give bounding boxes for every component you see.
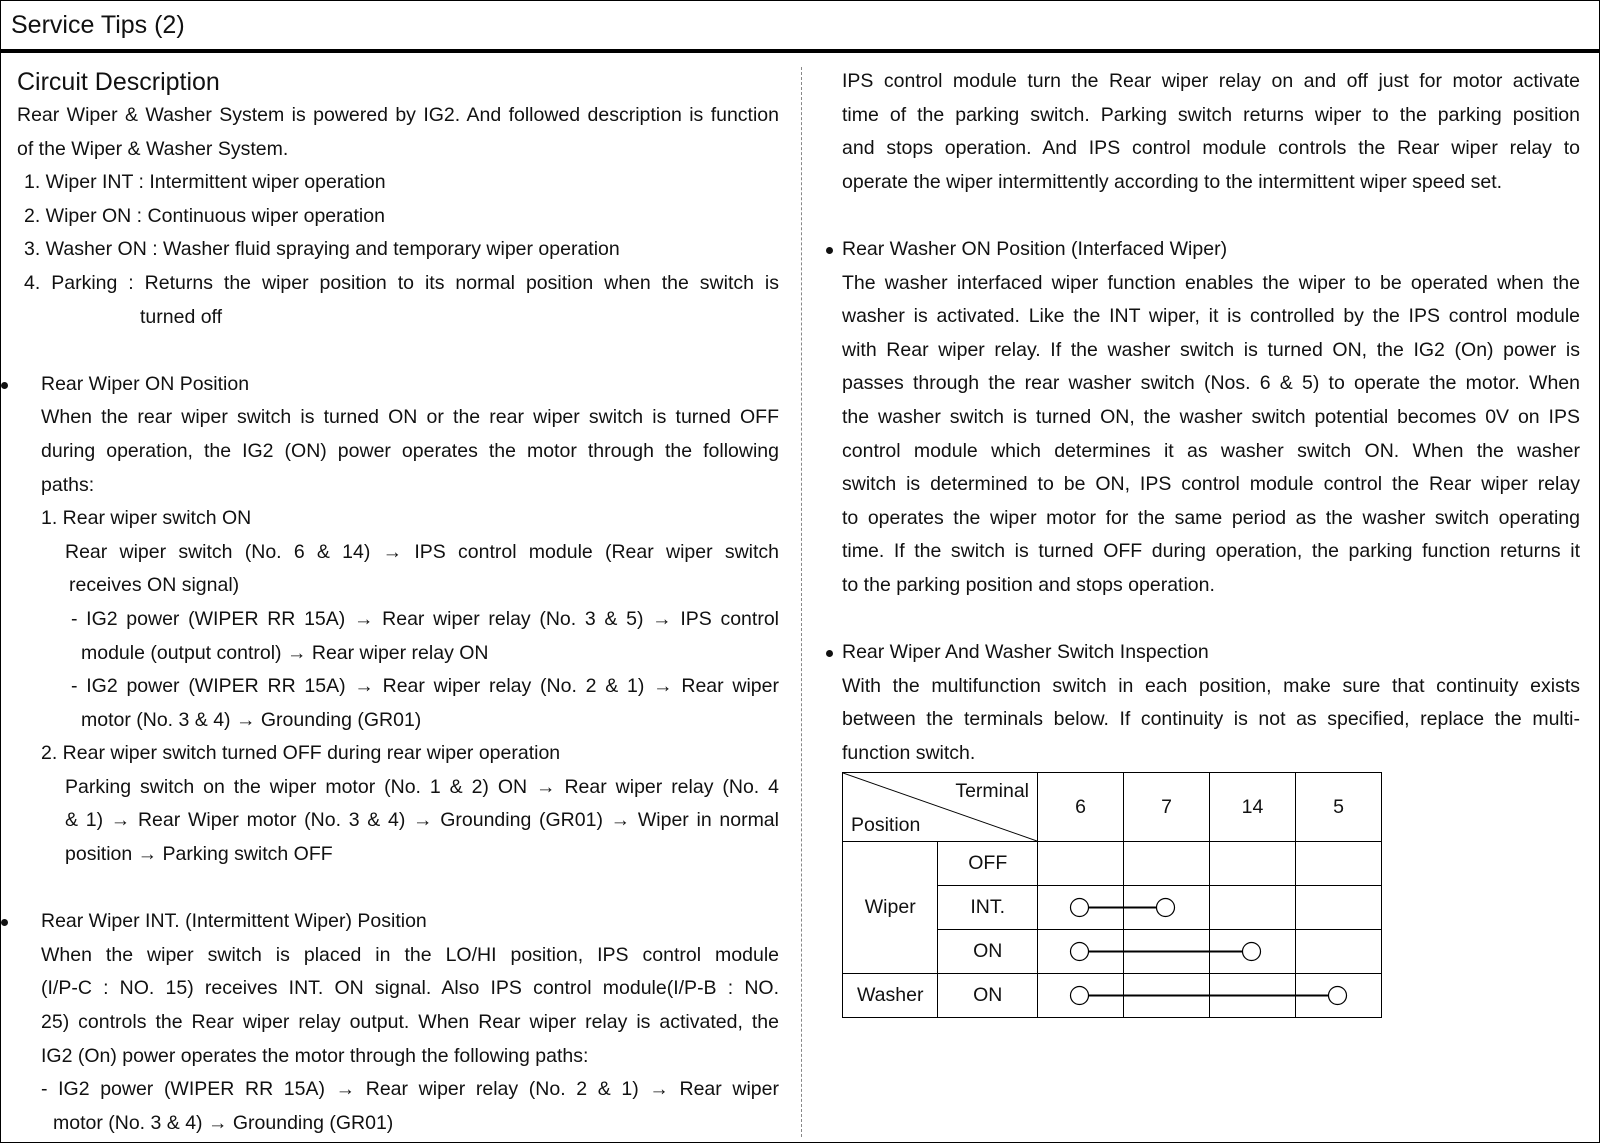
terminal-cell <box>1210 974 1296 1018</box>
wiper-group-label: Wiper <box>843 842 938 974</box>
paragraph-line: time. If the switch is turned OFF during operation, the parking function returns it <box>842 540 1580 563</box>
path-line: Parking switch on the wiper motor (No. 1 & 2) ON → Rear wiper relay (No. 4 <box>65 775 779 798</box>
path-line: - IG2 power (WIPER RR 15A) → Rear wiper relay (No. 2 & 1) → Rear wiper <box>71 675 779 698</box>
terminal-cell <box>1296 930 1382 974</box>
position-label: Position <box>851 814 921 837</box>
paragraph-line: to operates the wiper motor for the same period as the washer switch operating <box>842 506 1580 529</box>
terminal-cell <box>1038 842 1124 886</box>
terminal-cell <box>1296 842 1382 886</box>
terminal-cell <box>1124 842 1210 886</box>
path-line: module (output control) → Rear wiper relay ON <box>81 641 489 664</box>
paragraph-line: during operation, the IG2 (ON) power operates the motor through the following <box>41 439 779 462</box>
subsection-title: 1. Rear wiper switch ON <box>41 507 252 530</box>
paragraph-line: time of the parking switch. Parking switch returns wiper to the parking position <box>842 103 1580 126</box>
terminal-header: 14 <box>1210 773 1296 842</box>
path-line: motor (No. 3 & 4) → Grounding (GR01) <box>81 708 422 731</box>
paragraph-line: between the terminals below. If continuity is not as specified, replace the multi- <box>842 708 1580 731</box>
paragraph-line: When the wiper switch is placed in the LO/HI position, IPS control module <box>41 943 779 966</box>
function-list-item: 1. Wiper INT : Intermittent wiper operation <box>24 171 386 194</box>
left-column <box>17 53 779 1140</box>
terminal-cell <box>1210 930 1296 974</box>
paragraph-line: (I/P-C : NO. 15) receives INT. ON signal. Also IPS control module(I/P-B : NO. <box>41 977 779 1000</box>
position-cell: OFF <box>938 842 1038 886</box>
right-column <box>842 53 1580 1018</box>
path-line: - IG2 power (WIPER RR 15A) → Rear wiper relay (No. 2 & 1) → Rear wiper <box>41 1078 779 1101</box>
terminal-cell <box>1124 930 1210 974</box>
paragraph-line: and stops operation. And IPS control module controls the Rear wiper relay to <box>842 137 1580 160</box>
paragraph-line: washer is activated. Like the INT wiper, it is controlled by the IPS control module <box>842 305 1580 328</box>
section-title-wiper-int: Rear Wiper INT. (Intermittent Wiper) Position <box>17 905 779 939</box>
terminal-cell <box>1210 842 1296 886</box>
paragraph-line: passes through the rear washer switch (Nos. 6 & 5) to operate the motor. When <box>842 372 1580 395</box>
terminal-cell <box>1210 886 1296 930</box>
terminal-cell <box>1038 930 1124 974</box>
continuity-table <box>842 772 1382 1018</box>
function-list-item: 4. Parking : Returns the wiper position to its normal position when the switch is <box>24 271 779 294</box>
paragraph-line: IPS control module turn the Rear wiper relay on and off just for motor activate <box>842 70 1580 92</box>
function-list-item: 3. Washer ON : Washer fluid spraying and temporary wiper operation <box>24 238 620 261</box>
intro-line-2: of the Wiper & Washer System. <box>17 137 289 160</box>
paragraph-line: function switch. <box>842 741 976 764</box>
section-title-wiper-on: Rear Wiper ON Position <box>17 368 779 402</box>
paragraph-line: paths: <box>41 473 95 496</box>
path-line: receives ON signal) <box>69 574 240 597</box>
terminal-header: 7 <box>1124 773 1210 842</box>
terminal-header: 5 <box>1296 773 1382 842</box>
continuity-table-wrap <box>842 772 1382 1018</box>
paragraph-line: IG2 (On) power operates the motor through the following paths: <box>41 1044 589 1067</box>
terminal-header: 6 <box>1038 773 1124 842</box>
circuit-description-heading: Circuit Description <box>17 68 220 96</box>
path-line: position → Parking switch OFF <box>65 843 333 866</box>
paragraph-line: The washer interfaced wiper function enables the wiper to be operated when the <box>842 271 1580 294</box>
section-title-washer-on: Rear Washer ON Position (Interfaced Wiper) <box>842 233 1580 267</box>
terminal-cell <box>1038 886 1124 930</box>
washer-group-label: Washer <box>843 974 938 1018</box>
path-line: motor (No. 3 & 4) → Grounding (GR01) <box>53 1111 394 1134</box>
function-list-item-continuation: turned off <box>140 305 223 328</box>
terminal-cell <box>1124 974 1210 1018</box>
subsection-title: 2. Rear wiper switch turned OFF during rear wiper operation <box>41 742 561 765</box>
terminal-cell <box>1124 886 1210 930</box>
paragraph-line: the washer switch is turned ON, the washer switch potential becomes 0V on IPS <box>842 405 1580 428</box>
terminal-cell <box>1038 974 1124 1018</box>
paragraph-line: When the rear wiper switch is turned ON or the rear wiper switch is turned OFF <box>41 406 779 429</box>
path-line: - IG2 power (WIPER RR 15A) → Rear wiper relay (No. 3 & 5) → IPS control <box>71 607 779 630</box>
page-title: Service Tips (2) <box>1 1 1599 53</box>
paragraph-line: With the multifunction switch in each position, make sure that continuity exists <box>842 674 1580 697</box>
column-divider <box>801 67 802 1137</box>
terminal-cell <box>1296 886 1382 930</box>
paragraph-line: to the parking position and stops operation. <box>842 573 1215 596</box>
table-corner-cell <box>843 773 1038 842</box>
function-list-item: 2. Wiper ON : Continuous wiper operation <box>24 204 385 227</box>
path-line: & 1) → Rear Wiper motor (No. 3 & 4) → Grounding (GR01) → Wiper in normal <box>65 809 779 832</box>
position-cell: ON <box>938 930 1038 974</box>
paragraph-line: with Rear wiper relay. If the washer switch is turned ON, the IG2 (On) power is <box>842 338 1580 361</box>
path-line: Rear wiper switch (No. 6 & 14) → IPS control module (Rear wiper switch <box>65 540 779 563</box>
intro-line-1: Rear Wiper & Washer System is powered by IG2. And followed description is function <box>17 104 779 126</box>
terminal-cell <box>1296 974 1382 1018</box>
paragraph-line: operate the wiper intermittently according to the intermittent wiper speed set. <box>842 170 1503 193</box>
paragraph-line: switch is determined to be ON, IPS control module control the Rear wiper relay <box>842 473 1580 496</box>
position-cell: ON <box>938 974 1038 1018</box>
table-header-row <box>843 773 1382 842</box>
table-row <box>843 974 1382 1018</box>
table-row <box>843 842 1382 886</box>
terminal-label: Terminal <box>955 780 1029 803</box>
section-title-switch-inspection: Rear Wiper And Washer Switch Inspection <box>842 636 1580 670</box>
position-cell: INT. <box>938 886 1038 930</box>
paragraph-line: 25) controls the Rear wiper relay output. When Rear wiper relay is activated, the <box>41 1011 779 1034</box>
paragraph-line: control module which determines it as washer switch ON. When the washer <box>842 439 1580 462</box>
